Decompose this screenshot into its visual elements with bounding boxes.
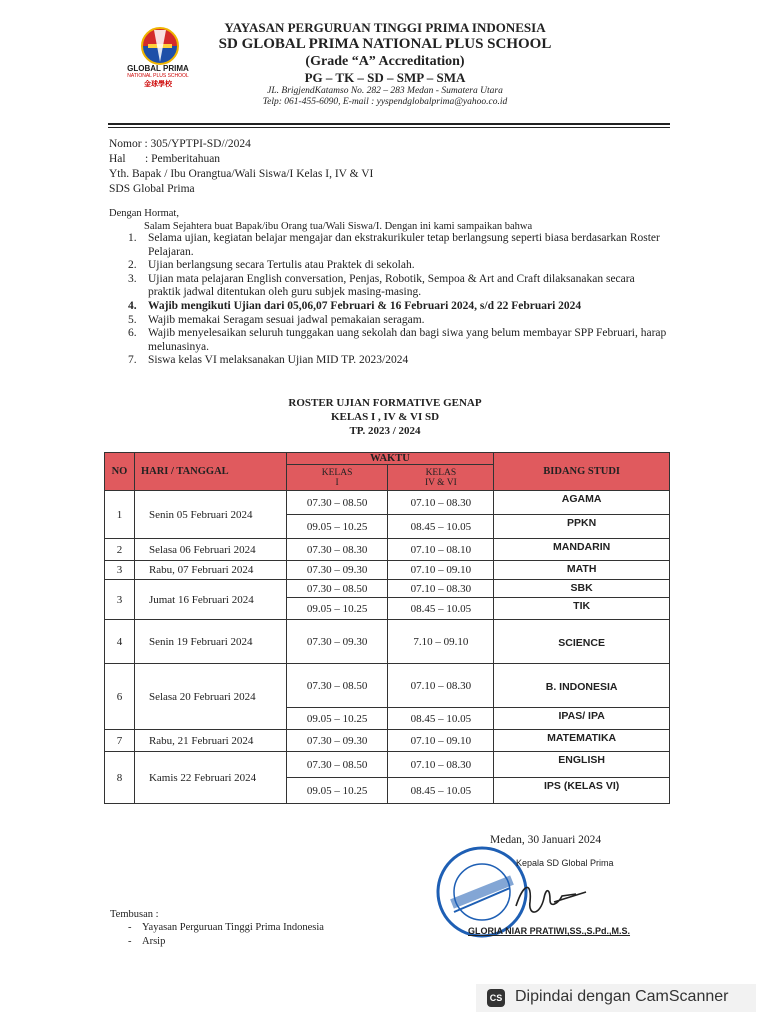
school-contact: Telp: 061-455-6090, E-mail : yyspendglobalprima@yahoo.co.id: [262, 97, 508, 107]
table-row: 6 Selasa 20 Februari 2024 07.30 – 08.50 07.10 – 08.30 B. INDONESIA: [105, 664, 670, 708]
logo-name: GLOBAL PRIMA: [127, 64, 189, 73]
roster-title: ROSTER UJIAN FORMATIVE GENAP: [288, 397, 482, 409]
list-item: 4. Wajib mengikuti Ujian dari 05,06,07 Februari & 16 Februari 2024, s/d 22 Februari 2024: [128, 299, 582, 312]
table-row: 8 Kamis 22 Februari 2024 07.30 – 08.50 07.10 – 08.30 ENGLISH: [105, 752, 670, 778]
col-header-subject: BIDANG STUDI: [494, 453, 670, 491]
recipient: Yth. Bapak / Ibu Orangtua/Wali Siswa/I Kelas I, IV & VI: [109, 168, 374, 180]
scanner-text: Dipindai dengan CamScanner: [515, 988, 729, 1005]
col-header-kelas1: KELAS I: [286, 465, 388, 491]
school-address: JL. BrigjendKatamso No. 282 – 283 Medan - Sumatera Utara: [267, 86, 503, 96]
roster-year: TP. 2023 / 2024: [349, 425, 421, 437]
table-row: 7 Rabu, 21 Februari 2024 07.30 – 09.30 07.10 – 09.10 MATEMATIKA: [105, 730, 670, 752]
letter-number: Nomor : 305/YPTPI-SD//2024: [109, 138, 251, 150]
table-row: 4 Senin 19 Februari 2024 07.30 – 09.30 7.10 – 09.10 SCIENCE: [105, 620, 670, 664]
list-item: 5. Wajib memakai Seragam sesuai jadwal pemakaian seragam.: [128, 313, 425, 326]
logo-chinese: 金球學校: [144, 81, 172, 88]
subject-value: : Pemberitahuan: [145, 153, 221, 165]
logo-tagline: NATIONAL PLUS SCHOOL: [127, 73, 189, 79]
list-item: 7. Siswa kelas VI melaksanakan Ujian MID TP. 2023/2024: [128, 354, 409, 367]
list-item: 6. Wajib menyelesaikan seluruh tunggakan uang sekolah dan bagi siwa yang belum membayar SPP Februari, harap melunasinya.: [128, 327, 667, 353]
cc-label: Tembusan :: [110, 909, 159, 920]
col-header-day: HARI / TANGGAL: [134, 453, 286, 491]
intro-text: Salam Sejahtera buat Bapak/ibu Orang tua/Wali Siswa/I. Dengan ini kami sampaikan bahwa: [144, 221, 533, 232]
table-row: 09.05 – 10.25 08.45 – 10.05 IPS (KELAS VI): [105, 778, 670, 804]
school-levels: PG – TK – SD – SMP – SMA: [304, 70, 466, 85]
col-header-kelas2: KELAS IV & VI: [388, 465, 494, 491]
roster-table: [104, 452, 670, 804]
table-row: 3 Jumat 16 Februari 2024 07.30 – 08.50 07.10 – 08.30 SBK: [105, 580, 670, 598]
header-divider: [108, 123, 670, 125]
col-header-waktu: WAKTU: [286, 453, 494, 465]
col-header-no: NO: [105, 453, 135, 491]
greeting: Dengan Hormat,: [109, 208, 179, 219]
table-row: 09.05 – 10.25 08.45 – 10.05 IPAS/ IPA: [105, 708, 670, 730]
camscanner-icon: CS: [487, 989, 505, 1007]
place-date: Medan, 30 Januari 2024: [490, 834, 602, 846]
list-item: 2. Ujian berlangsung secara Tertulis atau Praktek di sekolah.: [128, 259, 415, 272]
accreditation: (Grade “A” Accreditation): [305, 54, 465, 69]
table-row: 2 Selasa 06 Februari 2024 07.30 – 08.30 07.10 – 08.10 MANDARIN: [105, 539, 670, 561]
logo-text: [112, 64, 204, 89]
cc-item: - Arsip: [128, 936, 166, 947]
school-name: SD GLOBAL PRIMA NATIONAL PLUS SCHOOL: [218, 36, 552, 52]
roster-class: KELAS I , IV & VI SD: [330, 411, 440, 423]
recipient-org: SDS Global Prima: [109, 183, 195, 195]
signer-position: Kepala SD Global Prima: [516, 858, 614, 868]
table-row: 1 Senin 05 Februari 2024 07.30 – 08.50 07.10 – 08.30 AGAMA: [105, 491, 670, 515]
cc-item: - Yayasan Perguruan Tinggi Prima Indonesia: [128, 922, 324, 933]
table-row: 09.05 – 10.25 08.45 – 10.05 TIK: [105, 598, 670, 620]
list-item: 1. Selama ujian, kegiatan belajar mengajar dan ekstrakurikuler tetap berlangsung seperti biasa berdasarkan Roster Pelajaran.: [128, 232, 660, 258]
signer-name: GLORIA NIAR PRATIWI,SS.,S.Pd.,M.S.: [468, 926, 631, 936]
subject-label: Hal: [109, 153, 126, 165]
table-row: 3 Rabu, 07 Februari 2024 07.30 – 09.30 07.10 – 09.10 MATH: [105, 561, 670, 580]
list-item: 3. Ujian mata pelajaran English conversation, Penjas, Robotik, Sempoa & Art and Craft dilaksanakan secara praktik jadwal ditentukan oleh guru subjek masing-masing.: [128, 272, 635, 299]
notice-list: [128, 232, 668, 368]
signature-icon: [510, 872, 590, 922]
table-row: 09.05 – 10.25 08.45 – 10.05 PPKN: [105, 515, 670, 539]
foundation-name: YAYASAN PERGURUAN TINGGI PRIMA INDONESIA: [224, 20, 546, 35]
header-divider-thin: [108, 127, 670, 128]
